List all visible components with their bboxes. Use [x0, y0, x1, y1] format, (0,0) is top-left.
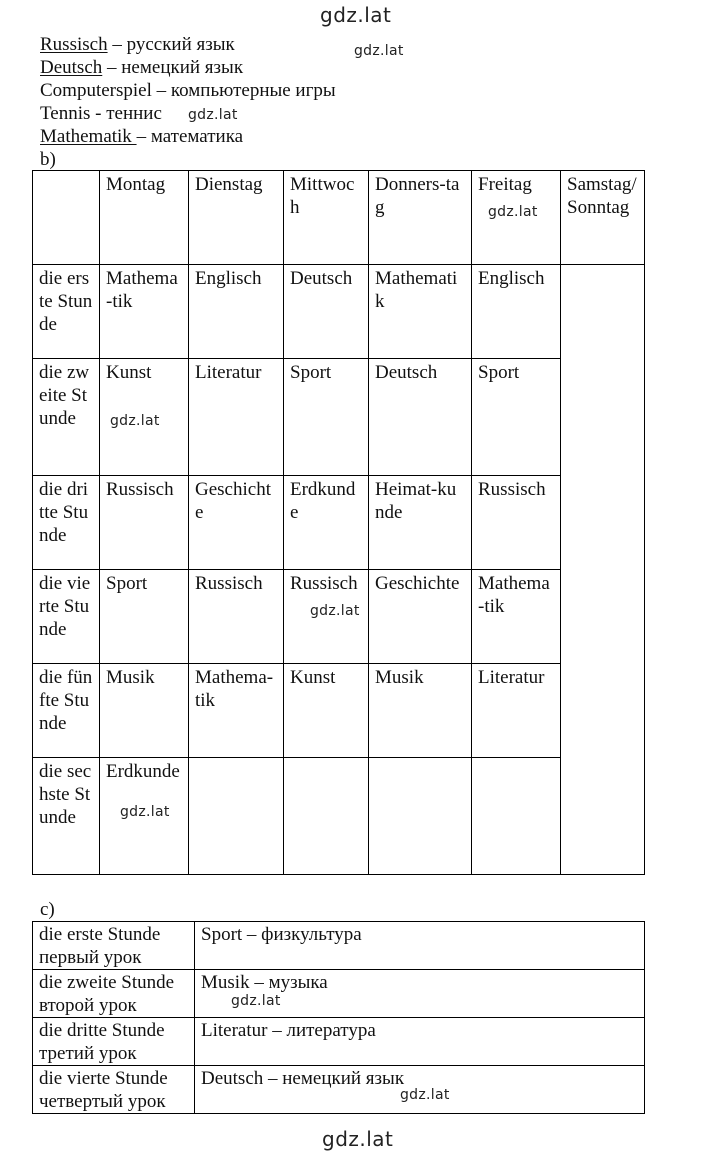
- lesson-cell: [189, 758, 284, 875]
- vocab-translation: Tennis - теннис: [40, 103, 162, 124]
- schedule-row: [33, 265, 645, 359]
- vocab-term: Russisch: [40, 34, 108, 55]
- lesson-cell: Heimat-kunde: [369, 476, 472, 570]
- lesson-cell: Mathema-tik: [189, 664, 284, 758]
- vocabulary-list: [40, 33, 336, 148]
- section-label-c: c): [40, 899, 55, 920]
- lesson-cell: Englisch: [472, 265, 561, 359]
- watermark: gdz.lat: [488, 204, 538, 220]
- watermark: gdz.lat: [110, 413, 160, 429]
- period-label: die dritte Stunde: [33, 476, 100, 570]
- lesson-cell: Geschichte: [189, 476, 284, 570]
- period-label: die vierte Stunde: [33, 570, 100, 664]
- period-russian: первый урок: [39, 947, 142, 968]
- vocab-translation: – русский язык: [107, 34, 235, 55]
- subject-cell: Musik – музыка: [195, 970, 645, 1018]
- day-header: Freitag: [472, 171, 561, 265]
- lesson-cell: Russisch: [472, 476, 561, 570]
- glossary-row: [33, 1066, 645, 1114]
- period-label: die erste Stunde: [33, 265, 100, 359]
- day-header: Montag: [100, 171, 189, 265]
- vocab-item: [40, 33, 336, 56]
- lesson-cell: [369, 758, 472, 875]
- vocab-translation: – математика: [136, 126, 244, 147]
- lesson-cell: Russisch: [284, 570, 369, 664]
- vocab-item: [40, 79, 336, 102]
- lesson-cell: Sport: [100, 570, 189, 664]
- lesson-cell: Kunst: [100, 359, 189, 476]
- lesson-cell: Russisch: [100, 476, 189, 570]
- watermark: gdz.lat: [354, 43, 404, 59]
- vocab-term: Mathematik: [40, 126, 137, 147]
- lesson-cell: Musik: [369, 664, 472, 758]
- period-russian: второй урок: [39, 995, 137, 1016]
- lesson-cell: Deutsch: [369, 359, 472, 476]
- period-label: die fünfte Stunde: [33, 664, 100, 758]
- period-russian: четвертый урок: [39, 1091, 166, 1112]
- period-german: die vierte Stunde: [39, 1068, 168, 1089]
- glossary-table: [32, 921, 645, 1114]
- day-header-weekend: Samstag/ Sonntag: [561, 171, 645, 265]
- lesson-cell: Englisch: [189, 265, 284, 359]
- lesson-cell: [284, 758, 369, 875]
- period-cell: [33, 1018, 195, 1066]
- schedule-row: [33, 476, 645, 570]
- period-german: die zweite Stunde: [39, 972, 175, 993]
- lesson-cell: Sport: [472, 359, 561, 476]
- vocab-item: [40, 56, 336, 79]
- subject-cell: Sport – физкультура: [195, 922, 645, 970]
- subject-cell: Literatur – литература: [195, 1018, 645, 1066]
- lesson-cell: Russisch: [189, 570, 284, 664]
- glossary-row: [33, 970, 645, 1018]
- watermark-top: gdz.lat: [320, 3, 392, 27]
- period-label: die sechste Stunde: [33, 758, 100, 875]
- period-russian: третий урок: [39, 1043, 137, 1064]
- schedule-header-row: [33, 171, 645, 265]
- period-cell: [33, 1066, 195, 1114]
- watermark: gdz.lat: [188, 107, 238, 123]
- day-header: Mittwoch: [284, 171, 369, 265]
- lesson-cell: Deutsch: [284, 265, 369, 359]
- weekend-cell: [561, 265, 645, 875]
- schedule-row: [33, 664, 645, 758]
- corner-cell: [33, 171, 100, 265]
- schedule-table: [32, 170, 645, 875]
- vocab-term: Deutsch: [40, 57, 103, 78]
- lesson-cell: [472, 758, 561, 875]
- period-label: die zweite Stunde: [33, 359, 100, 476]
- lesson-cell: Kunst: [284, 664, 369, 758]
- glossary-row: [33, 1018, 645, 1066]
- watermark: gdz.lat: [231, 993, 281, 1009]
- watermark: gdz.lat: [310, 603, 360, 619]
- period-cell: [33, 922, 195, 970]
- day-header: Dienstag: [189, 171, 284, 265]
- watermark: gdz.lat: [400, 1087, 450, 1103]
- vocab-translation: Computerspiel – компьютерные игры: [40, 80, 336, 101]
- period-german: die dritte Stunde: [39, 1020, 165, 1041]
- period-german: die erste Stunde: [39, 924, 161, 945]
- lesson-cell: Mathema-tik: [100, 265, 189, 359]
- watermark: gdz.lat: [120, 804, 170, 820]
- lesson-cell: Erdkunde: [100, 758, 189, 875]
- lesson-cell: Mathematik: [369, 265, 472, 359]
- watermark-bottom: gdz.lat: [322, 1127, 394, 1151]
- lesson-cell: Erdkunde: [284, 476, 369, 570]
- lesson-cell: Literatur: [472, 664, 561, 758]
- period-cell: [33, 970, 195, 1018]
- day-header: Donners-tag: [369, 171, 472, 265]
- glossary-row: [33, 922, 645, 970]
- lesson-cell: Geschichte: [369, 570, 472, 664]
- subject-cell: Deutsch – немецкий язык: [195, 1066, 645, 1114]
- lesson-cell: Sport: [284, 359, 369, 476]
- section-label-b: b): [40, 149, 56, 170]
- lesson-cell: Musik: [100, 664, 189, 758]
- lesson-cell: Mathema-tik: [472, 570, 561, 664]
- vocab-item: [40, 125, 336, 148]
- vocab-translation: – немецкий язык: [102, 57, 244, 78]
- lesson-cell: Literatur: [189, 359, 284, 476]
